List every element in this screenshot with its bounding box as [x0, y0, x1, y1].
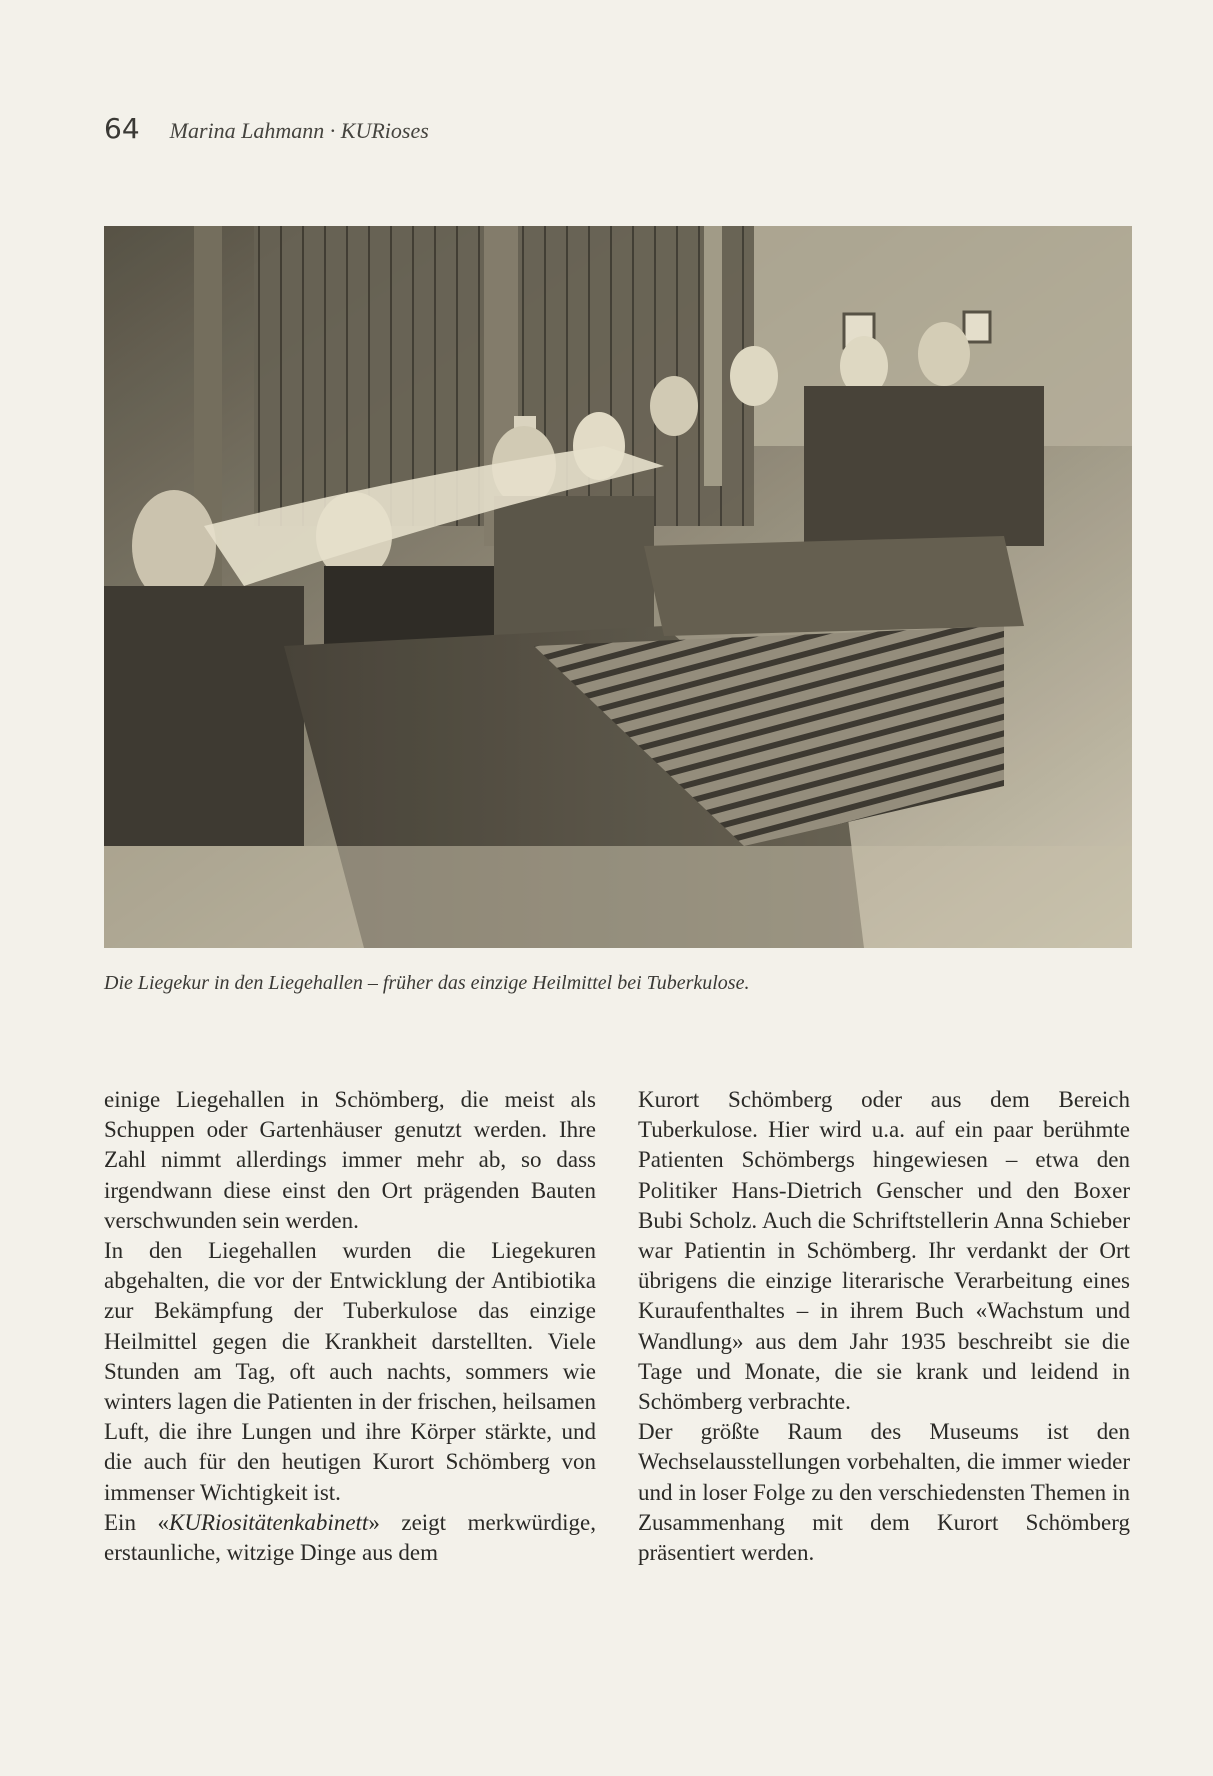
paragraph: In den Liegehallen wurden die Liegekuren abgehalten, die vor der Entwicklung der Antibiotika zur Bekämpfung der Tuberkulose das einzige Heilmittel gegen die Krankheit darstellten. Viele Stunden am Tag, oft auch nachts, sommers wie winters lagen die Patienten in der frischen, heilsamen Luft, die ihre Lungen und ihre Körper stärkte, und die auch für den heutigen Kurort Schömberg von immenser Wichtigkeit ist.: [104, 1238, 596, 1505]
paragraph: einige Liegehallen in Schömberg, die meist als Schuppen oder Gartenhäuser genutzt werden. Ihre Zahl nimmt allerdings immer mehr ab, so dass irgendwann diese einst den Ort prägenden Bauten verschwunden sein werden.: [104, 1087, 596, 1233]
running-head: Marina Lahmann · KURioses: [169, 118, 429, 143]
text-run: » zeigt merkwürdige, erstaunliche, witzige Dinge aus dem: [104, 1509, 596, 1566]
paragraph: [104, 1508, 596, 1568]
page-number: 64: [104, 112, 140, 145]
page-header: [104, 112, 429, 145]
emphasis-text: KURiositätenkabinett: [169, 1509, 369, 1535]
historic-photo: [104, 226, 1132, 948]
text-column-left: [104, 1085, 596, 1568]
text-column-right: [638, 1085, 1130, 1568]
text-run: Ein «: [104, 1509, 169, 1535]
paragraph: Der größte Raum des Museums ist den Wechselausstellungen vorbehalten, die immer wieder und in loser Folge zu den verschiedensten Themen in Zusammenhang mit dem Kurort Schömberg präsentiert werden.: [638, 1419, 1130, 1566]
photo-icon: [104, 226, 1132, 948]
paragraph: Kurort Schömberg oder aus dem Bereich Tuberkulose. Hier wird u.a. auf ein paar berühmte Patienten Schömbergs hingewiesen – etwa den Politiker Hans-Dietrich Genscher und den Boxer Bubi Scholz. Auch die Schriftstellerin Anna Schieber war Patientin in Schömberg. Ihr verdankt der Ort übrigens die einzige literarische Verarbeitung eines Kuraufenthaltes – in ihrem Buch «Wachstum und Wandlung» aus dem Jahr 1935 beschreibt sie die Tage und Monate, die sie krank und leidend in Schömberg verbrachte.: [638, 1087, 1130, 1415]
photo-caption: Die Liegekur in den Liegehallen – früher das einzige Heilmittel bei Tuberkulose.: [104, 972, 750, 994]
